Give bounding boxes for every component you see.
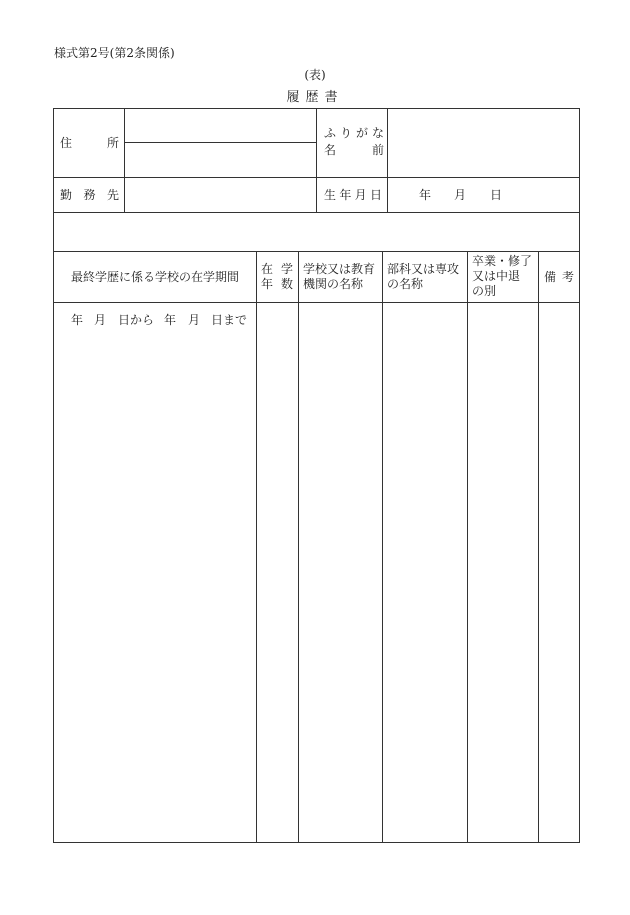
notes-header: 備 考 xyxy=(544,270,574,284)
school-header: 学校又は教育 機関の名称 xyxy=(303,262,376,291)
blank-row xyxy=(55,213,579,250)
page-title: 履歴書 xyxy=(286,90,344,105)
address-label: 住 所 xyxy=(60,136,119,150)
birthdate-day-unit: 日 xyxy=(490,188,503,202)
period-cell[interactable] xyxy=(55,303,255,842)
period-to-year-unit: 年 xyxy=(164,313,177,327)
page-subtitle: (表) xyxy=(304,68,326,82)
years-cell[interactable] xyxy=(257,303,297,842)
name-label: 名 前 xyxy=(324,143,384,157)
birthdate-month-unit: 月 xyxy=(454,188,467,202)
years-header: 在 学 年 数 xyxy=(261,262,293,291)
notes-cell[interactable] xyxy=(539,303,579,842)
period-header: 最終学歴に係る学校の在学期間 xyxy=(71,270,240,284)
workplace-field[interactable] xyxy=(125,178,315,211)
form-number: 様式第2号(第2条関係) xyxy=(54,46,175,60)
dept-header: 部科又は専攻 の名称 xyxy=(387,262,460,291)
row-divider xyxy=(54,251,580,252)
birthdate-label: 生 年 月 日 xyxy=(324,188,382,202)
period-to-day-unit: 日まで xyxy=(211,313,248,327)
period-from-year-unit: 年 xyxy=(71,313,84,327)
status-cell[interactable] xyxy=(468,303,537,842)
school-cell[interactable] xyxy=(299,303,381,842)
birthdate-year-unit: 年 xyxy=(419,188,432,202)
period-to-month-unit: 月 xyxy=(188,313,201,327)
address-field-1[interactable] xyxy=(125,110,315,141)
period-from-month-unit: 月 xyxy=(94,313,107,327)
furigana-label: ふ り が な xyxy=(324,126,384,140)
address-divider xyxy=(124,142,316,143)
status-header: 卒業・修了 又は中退 の別 xyxy=(472,254,533,298)
resume-form xyxy=(53,108,580,843)
period-from-day-unit: 日から xyxy=(118,313,155,327)
address-field-2[interactable] xyxy=(125,144,315,176)
col-divider xyxy=(316,109,317,212)
workplace-label: 勤 務 先 xyxy=(60,188,119,202)
dept-cell[interactable] xyxy=(383,303,466,842)
birthdate-field[interactable] xyxy=(388,178,579,211)
name-field[interactable] xyxy=(388,110,579,176)
